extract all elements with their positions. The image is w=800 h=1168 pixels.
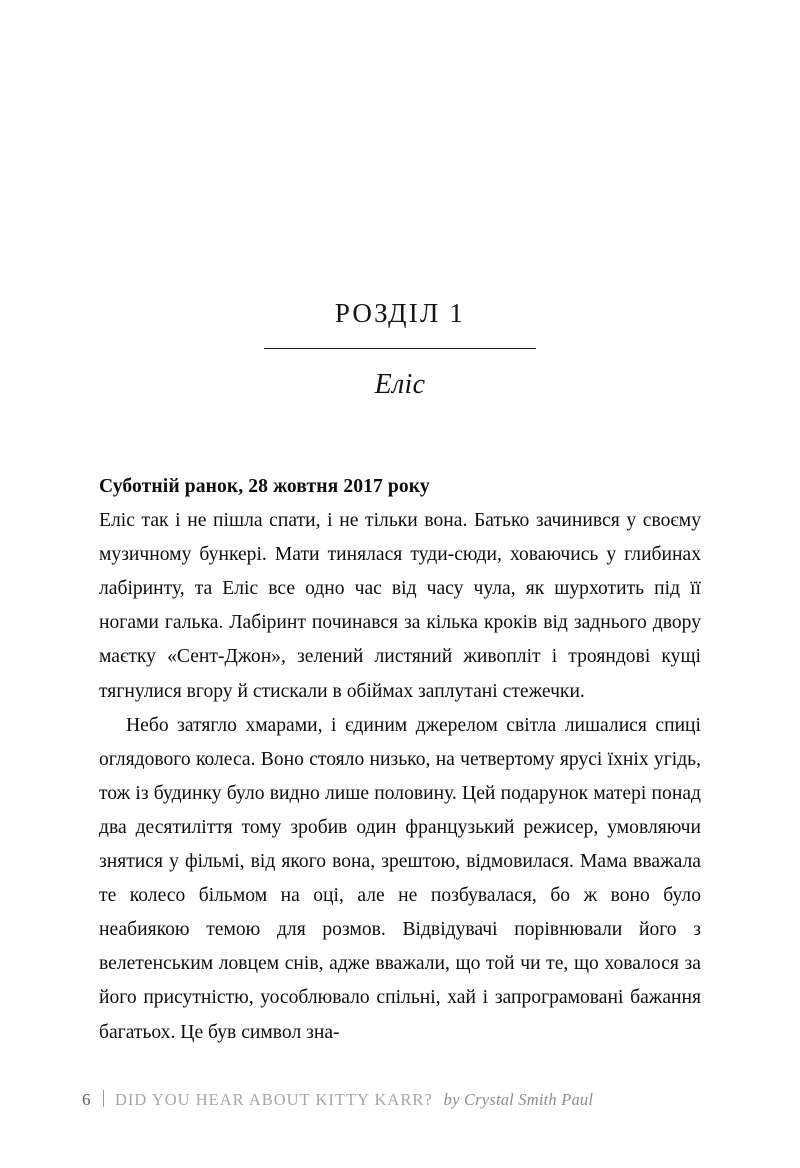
running-foot [82, 1088, 593, 1110]
body-text-block [99, 470, 701, 1050]
paragraph-second: Небо затягло хмарами, і єдиним джерелом світла лишалися спиці оглядового колеса. Воно стояло низько, на четвертому ярусі їхніх угідь, тож із будинку було видно лише половину. Цей подарунок матері понад два десятиліття тому зробив один французький режисер, умовляючи знятися у фільмі, від якого вона, зрештою, відмовилася. Мама вважала те колесо більмом на оці, але не позбувалася, бо ж воно було неабиякою темою для розмов. Відвідувачі порівнювали його з велетенським ловцем снів, адже вважали, що той чи те, що ховалося за його присутністю, уособлювало спільні, хай і запрограмовані бажання багатьох. Це був символ зна- [99, 714, 701, 1043]
chapter-label: РОЗДІЛ 1 [334, 298, 466, 328]
footer-book-title: DID YOU HEAR ABOUT KITTY KARR? [115, 1090, 433, 1109]
footer-separator-bar [103, 1090, 104, 1107]
paragraph-first-text: Еліс так і не пішла спати, і не тільки вона. Батько зачинився у своєму музичному бункері. Мати тинялася туди-сюди, ховаючись у глибинах лабіринту, та Еліс все одно час від часу чула, як шурхотить під її ногами галька. Лабіринт починався за кілька кроків від заднього двору маєтку «Сент-Джон», зелений листяний живопліт і трояндові кущі тягнулися вгору й стискали в обіймах заплутані стежечки. [99, 510, 701, 702]
paragraph-first [99, 470, 701, 709]
date-lead-in: Суботній ранок, 28 жовтня 2017 року [99, 476, 430, 497]
chapter-title: Еліс [374, 369, 426, 400]
footer-author: by Crystal Smith Paul [443, 1090, 594, 1109]
chapter-divider-rule [264, 348, 536, 349]
chapter-header [0, 300, 800, 399]
page-number: 6 [82, 1090, 91, 1109]
